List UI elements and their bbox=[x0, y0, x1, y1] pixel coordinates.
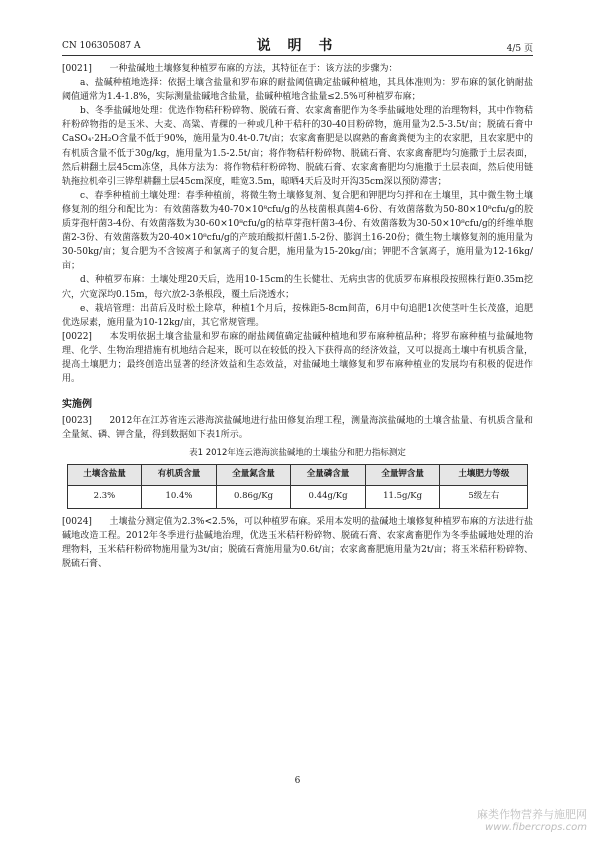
table-header-row bbox=[67, 464, 528, 485]
watermark-url: www.fibercrops.com bbox=[485, 822, 587, 833]
paragraph-number: [0023] bbox=[62, 416, 92, 427]
paragraph-text: 土壤盐分测定值为2.3%<2.5%，可以种植罗布麻。采用本发明的盐碱地土壤修复种植罗布麻的方法进行盐碱地改造工程。2012年冬季进行盐碱地治理，优选玉米秸秆粉碎物、脱硫石膏、农家禽畜肥作为冬季盐碱地处理的治理物料，玉米秸秆粉碎物施用量为3t/亩；脱硫石膏施用量为0.6t/亩；农家禽畜肥施用量为2t/亩；将玉米秸秆粉碎物、脱硫石膏、 bbox=[62, 516, 533, 569]
table-header-cell: 全量氮含量 bbox=[216, 464, 291, 485]
paragraph-text: 本发明依据土壤含盐量和罗布麻的耐盐阈值确定盐碱种植地和罗布麻种植品种；将罗布麻种植与盐碱地物理、化学、生物治理措施有机地结合起来，既可以在较低的投入下获得高的经济效益，又可以提高土壤中有机质含量，提高土壤肥力；最终创造出显著的经济效益和生态效益，对盐碱地土壤修复和罗布麻种植业的发展均有积极的促进作用。 bbox=[62, 331, 533, 385]
step-a: a、盐碱种植地选择：依据土壤含盐量和罗布麻的耐盐阈值确定盐碱种植地，其具体准则为：罗布麻的氯化钠耐盐阈值通常为1.4-1.8%，实际测量盐碱地含盐量，盐碱种植地含盐量≤2.5%可种植罗布麻； bbox=[62, 78, 533, 103]
table-caption: 表1 2012年连云港海滨盐碱地的土壤盐分和肥力指标测定 bbox=[189, 448, 406, 459]
watermark-title: 麻类作物营养与施肥网 bbox=[477, 808, 587, 821]
soil-data-table bbox=[67, 464, 529, 509]
header-rule bbox=[62, 55, 533, 56]
table-header-cell: 土壤含盐量 bbox=[67, 464, 142, 485]
paragraph-0024 bbox=[62, 515, 533, 571]
paragraph-text: 一种盐碱地土壤修复种植罗布麻的方法，其特征在于：该方法的步骤为： bbox=[109, 64, 398, 74]
table-row bbox=[67, 485, 528, 508]
paragraph-0023 bbox=[62, 414, 533, 442]
table-header-cell: 全量磷含量 bbox=[291, 464, 366, 485]
paragraph-0022 bbox=[62, 330, 533, 386]
table-header-cell: 有机质含量 bbox=[142, 464, 217, 485]
page-header bbox=[62, 33, 533, 53]
table-cell: 0.44g/Kg bbox=[291, 485, 366, 508]
page-number: 6 bbox=[294, 776, 301, 786]
table-cell: 10.4% bbox=[142, 485, 217, 508]
paragraph-0021 bbox=[62, 62, 533, 76]
step-e: e、栽培管理：出苗后及时松土除草，种植1个月后，按株距5-8cm间苗，6月中旬追肥1次使茎叶生长茂盛，追肥优选尿素，施用量为10-12kg/亩，其它常规管理。 bbox=[62, 303, 533, 328]
paragraph-number: [0021] bbox=[62, 64, 92, 74]
document-title: 说 明 书 bbox=[256, 38, 339, 54]
table-cell: 0.86g/Kg bbox=[216, 485, 291, 508]
section-title: 实施例 bbox=[62, 399, 92, 411]
paragraph-text: 2012年在江苏省连云港海滨盐碱地进行盐田修复治理工程，测量海滨盐碱地的土壤含盐量、有机质含量和全量氮、磷、钾含量，得到数据如下表1所示。 bbox=[62, 416, 533, 441]
paragraph-number: [0024] bbox=[62, 516, 92, 527]
patent-number: CN 106305087 A bbox=[62, 41, 141, 51]
table-cell: 2.3% bbox=[67, 485, 142, 508]
table-cell: 5级左右 bbox=[440, 485, 528, 508]
table-cell: 11.5g/Kg bbox=[365, 485, 440, 508]
step-d: d、种植罗布麻：土壤处理20天后，选用10-15cm的生长健壮、无病虫害的优质罗布麻根段按照株行距0.35m挖穴，穴宽深均0.15m，每穴放2-3条根段，覆土后浇透水； bbox=[62, 275, 533, 300]
table-header-cell: 全量钾含量 bbox=[365, 464, 440, 485]
table-header-cell: 土壤肥力等级 bbox=[440, 464, 528, 485]
document-body bbox=[62, 62, 533, 571]
step-c: c、春季种植前土壤处理：春季种植前，将微生物土壤修复剂、复合肥和钾肥均匀拌和在土壤里，其中微生物土壤修复剂的组分和配比为：有效菌落数为40-70×10⁸cfu/g的丛枝菌根真菌4-6份、有效菌落数为50-80×10⁸cfu/g的胶质芽孢杆菌3-4份、有效菌落数为30-60×10⁸cfu/g的枯草芽孢杆菌3-4份、有效菌落数为30-50×10⁸cfu/g的纤维单胞菌2-3份、有效菌落数为20-40×10⁸cfu/g的产玻珀酸拟杆菌1.5-2份、膨润土16-20份；微生物土壤修复剂的施用量为30-50kg/亩；复合肥为不含铵离子和氯离子的复合肥，施用量为15-20kg/亩；钾肥不含氯离子，施用量为12-16kg/亩； bbox=[62, 190, 533, 272]
paragraph-number: [0022] bbox=[62, 331, 92, 342]
page-indicator: 4/5 页 bbox=[506, 44, 533, 54]
step-b: b、冬季盐碱地处理：优选作物秸秆粉碎物、脱硫石膏、农家禽畜肥作为冬季盐碱地处理的治理物料，其中作物秸秆粉碎物指的是玉米、大麦、高粱、青稞的一种或几种干秸秆的30-40目粉碎物，施用量为2.5-3.5t/亩；脱硫石膏中CaSO₄·2H₂O含量不低于90%，施用量为0.4t-0.7t/亩；农家禽畜肥是以腐熟的畜禽粪便为主的农家肥，且农家肥中的有机质含量不低于30g/kg，施用量为1.5-2.5t/亩；将作物秸秆粉碎物、脱硫石膏、农家禽畜肥均匀施撒于土层表面，然后耕翻土层45cm冻垡，具体方法为：将作物秸秆粉碎物、脱硫石膏、农家禽畜肥均匀施撒于土层表面，然后使用链轨拖拉机牵引三铧犁耕翻土层45cm深度，畦宽3.5m，晾晒4天后及时开沟35cm深以预防滞害； bbox=[62, 106, 533, 187]
